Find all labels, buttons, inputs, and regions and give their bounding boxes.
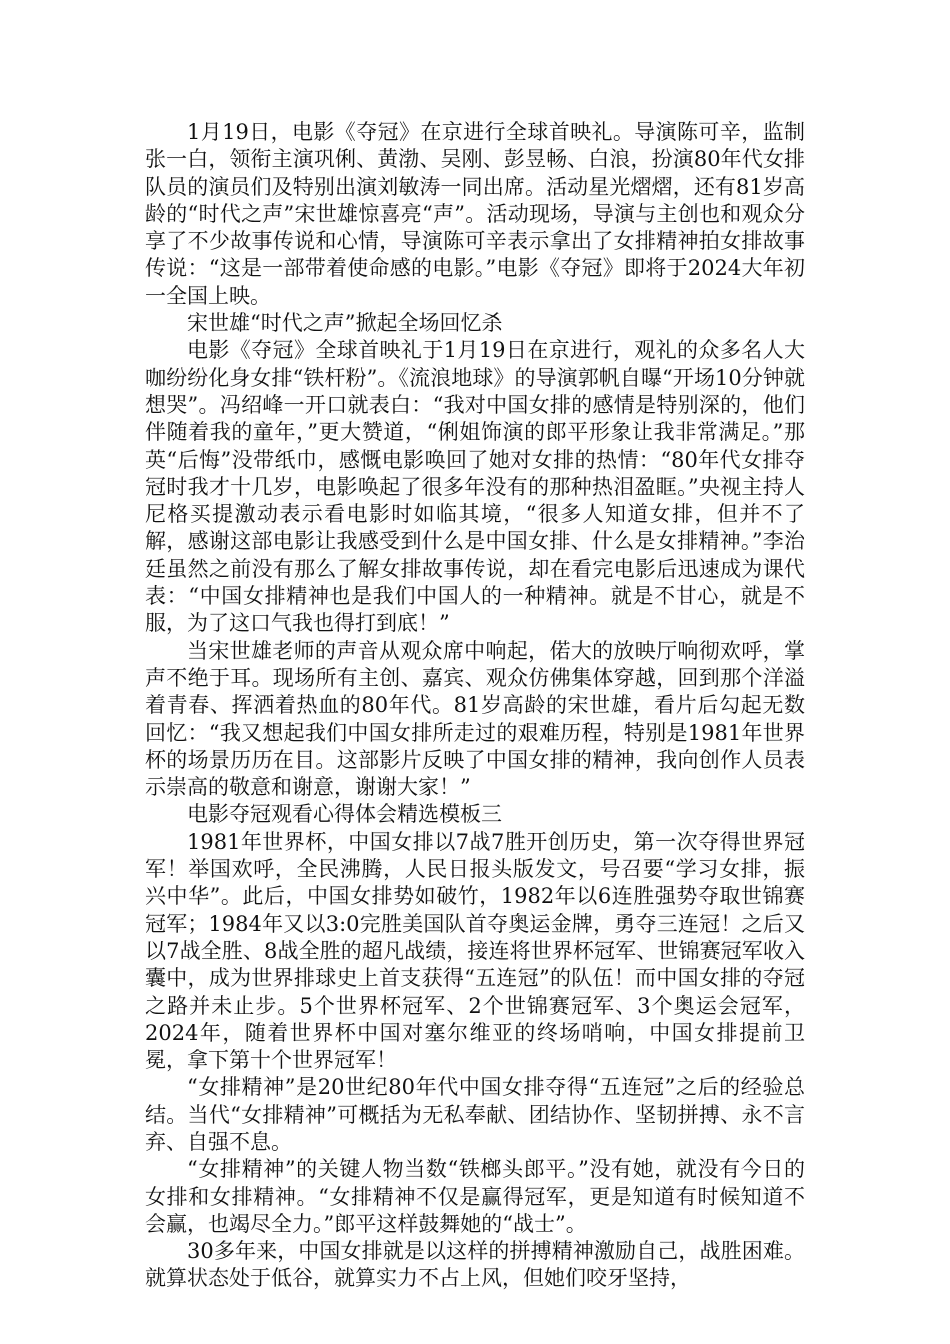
paragraph-thirty-years: 30多年来，中国女排就是以这样的拼搏精神激励自己，战胜困难。就算状态处于低谷，就算实力不占上风，但她们咬牙坚持，	[145, 1239, 805, 1291]
section-heading-song-shixiong: 宋世雄“时代之声”掀起全场回忆杀	[187, 311, 503, 336]
document-body	[145, 119, 805, 1293]
paragraph-premiere-intro: 1月19日，电影《夺冠》在京进行全球首映礼。导演陈可辛，监制张一白，领衔主演巩俐、黄渤、吴刚、彭昱畅、白浪，扮演80年代女排队员的演员们及特别出演刘敏涛一同出席。活动星光熠熠，还有81岁高龄的“时代之声”宋世雄惊喜亮“声”。活动现场，导演与主创也和观众分享了不少故事传说和心情，导演陈可辛表示拿出了女排精神拍女排故事传说：“这是一部带着使命感的电影。”电影《夺冠》即将于2024大年初一全国上映。	[145, 120, 805, 308]
paragraph-celebrity-reactions: 电影《夺冠》全球首映礼于1月19日在京进行，观礼的众多名人大咖纷纷化身女排“铁杆粉”。《流浪地球》的导演郭帆自曝“开场10分钟就想哭”。冯绍峰一开口就表白：“我对中国女排的感情是特别深的，他们伴随着我的童年，”更大赞道，“俐姐饰演的郎平形象让我非常满足。”那英“后悔”没带纸巾，感慨电影唤回了她对女排的热情：“80年代女排夺冠时我才十几岁，电影唤起了很多年没有的那种热泪盈眶。”央视主持人尼格买提激动表示看电影时如临其境，“很多人知道女排，但并不了解，感谢这部电影让我感受到什么是中国女排、什么是女排精神。”李治廷虽然之前没有那么了解女排故事传说，却在看完电影后迅速成为课代表：“中国女排精神也是我们中国人的一种精神。就是不甘心，就是不服，为了这口气我也得打到底！”	[145, 338, 805, 636]
paragraph-lang-ping: “女排精神”的关键人物当数“铁榔头郎平。”没有她，就没有今日的女排和女排精神。“女排精神不仅是赢得冠军，更是知道有时候知道不会赢，也竭尽全力。”郎平这样鼓舞她的“战士”。	[145, 1157, 805, 1236]
paragraph-volleyball-spirit-definition: “女排精神”是20世纪80年代中国女排夺得“五连冠”之后的经验总结。当代“女排精神”可概括为无私奉献、团结协作、坚韧拼搏、永不言弃、自强不息。	[145, 1075, 805, 1154]
section-heading-template-three: 电影夺冠观看心得体会精选模板三	[187, 802, 502, 827]
paragraph-song-shixiong-voice: 当宋世雄老师的声音从观众席中响起，偌大的放映厅响彻欢呼，掌声不绝于耳。现场所有主创、嘉宾、观众仿佛集体穿越，回到那个洋溢着青春、挥洒着热血的80年代。81岁高龄的宋世雄，看片后勾起无数回忆：“我又想起我们中国女排所走过的艰难历程，特别是1981年世界杯的场景历历在目。这部影片反映了中国女排的精神，我向创作人员表示崇高的敬意和谢意，谢谢大家！”	[145, 638, 805, 800]
paragraph-1981-world-cup: 1981年世界杯，中国女排以7战7胜开创历史，第一次夺得世界冠军！举国欢呼，全民沸腾，人民日报头版发文，号召要“学习女排，振兴中华”。此后，中国女排势如破竹，1982年以6连胜强势夺取世锦赛冠军；1984年又以3:0完胜美国队首夺奥运金牌，勇夺三连冠！之后又以7战全胜、8战全胜的超凡战绩，接连将世界杯冠军、世锦赛冠军收入囊中，成为世界排球史上首支获得“五连冠”的队伍！而中国女排的夺冠之路并未止步。5个世界杯冠军、2个世锦赛冠军、3个奥运会冠军，2024年，随着世界杯中国对塞尔维亚的终场哨响，中国女排提前卫冕，拿下第十个世界冠军！	[145, 829, 805, 1073]
